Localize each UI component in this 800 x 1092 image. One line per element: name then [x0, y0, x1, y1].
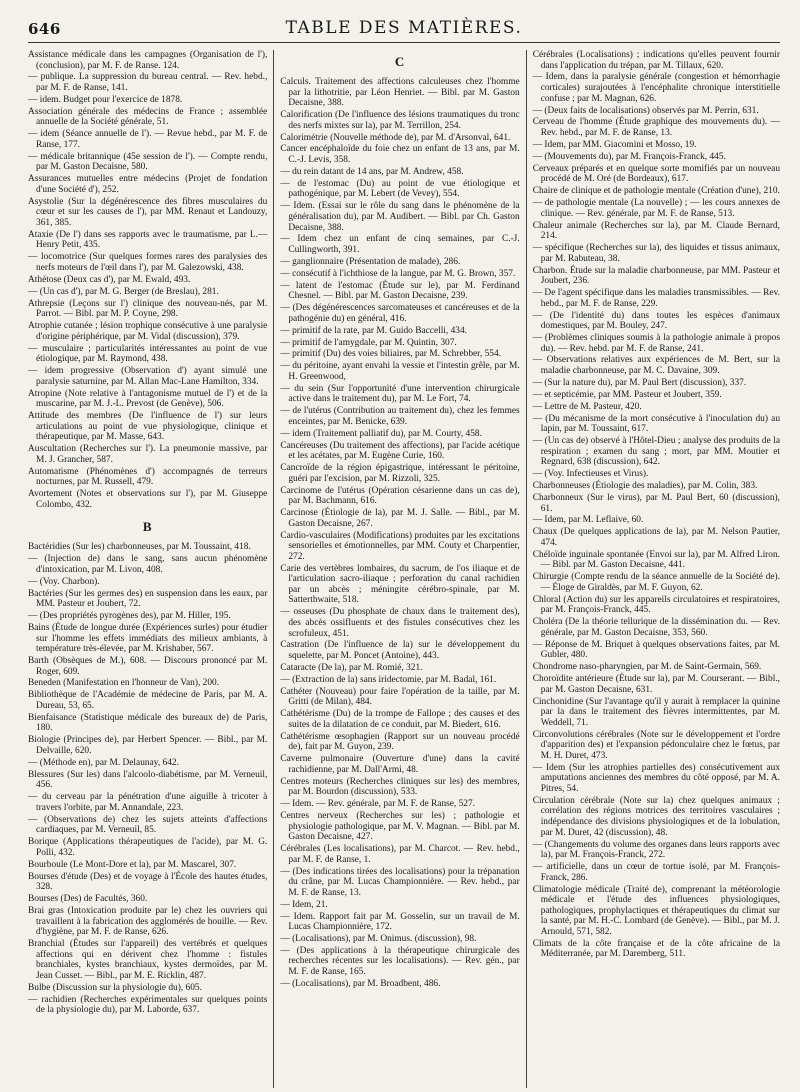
- index-entry: Ataxie (De l') dans ses rapports avec le traumatisme, par L.—Henry Petit, 435.: [28, 229, 268, 251]
- index-entry: — Idem, dans la paralysie générale (congestion et hémorrhagie corticales) surajoutées à l'encéphalite chronique interstitielle confuse ; par M. Magnan, 626.: [532, 72, 781, 104]
- index-entry: — (Des indications tirées des localisations) pour la trépanation du crâne, par M. Lucas Championnière. — Rev. hebd., par M. F. de Ranse, 13.: [280, 866, 520, 898]
- index-entry: — rachidien (Recherches expérimentales sur quelques points de la physiologie du), par M. Laborde, 637.: [28, 994, 268, 1016]
- index-entry: — Idem. — Rev. générale, par M. F. de Ranse, 527.: [280, 799, 476, 810]
- index-entry: Bourses (Des) de Facultés, 360.: [28, 894, 148, 905]
- index-entry: Chondrome naso-pharyngien, par M. de Saint-Germain, 569.: [532, 662, 762, 673]
- index-entry: — Idem. Rapport fait par M. Gosselin, sur un travail de M. Lucas Championnière, 172.: [280, 911, 520, 933]
- index-entry: Cérébrales (Localisations) ; indications qu'elles peuvent fournir dans l'application du trépan, par M. Tillaux, 620.: [532, 50, 781, 71]
- index-entry: — idem (Traitement palliatif du), par M. Courty, 458.: [280, 428, 482, 439]
- index-entry: Atropine (Note relative à l'antagonisme mutuel de l') et de la muscarine, par M. J.-L. Prevost (de Genève), 506.: [28, 388, 268, 410]
- index-entry: — (Des applications à la thérapeutique chirurgicale des recherches récentes sur les localisations). — Rev. gén., par M. F. de Ranse, 165.: [280, 945, 520, 978]
- index-entry: — spécifique (Recherches sur la), des liquides et tissus animaux, par M. Rabuteau, 38.: [532, 243, 781, 264]
- page-number: 646: [28, 20, 61, 38]
- index-entry: Carcinose (Étiologie de la), par M. J. Salle. — Bibl., par M. Gaston Decaisne, 267.: [280, 508, 520, 529]
- index-entry: — (Un cas d'), par M. G. Berger (de Breslau), 281.: [28, 286, 219, 297]
- index-entry: Association générale des médecins de France ; assemblée annuelle de la Société générale, 51.: [28, 106, 268, 128]
- index-entry: Chaire de clinique et de pathologie mentale (Création d'une), 210.: [532, 186, 780, 197]
- index-entry: — du rein datant de 14 ans, par M. Andrew, 458.: [280, 166, 464, 177]
- index-entry: — (Voy. Infectieuses et Virus).: [532, 469, 649, 480]
- index-entry: Carcinome de l'utérus (Opération césarienne dans un cas de), par M. Bachmann, 616.: [280, 485, 520, 507]
- index-entry: — (De l'identité du) dans toutes les espèces d'animaux domestiques, par M. Bouley, 247.: [532, 310, 781, 332]
- index-entry: — (Injection de) dans le sang, sans aucun phénomène d'intoxication, par M. Livon, 408.: [28, 554, 268, 575]
- index-entry: — (Mouvements du), par M. François-Franck, 445.: [532, 151, 726, 162]
- index-entry: Cancéreuses (Du traitement des affections), par l'acide acétique et les acétates, par M. Eugène Curie, 160.: [280, 440, 520, 462]
- index-entry: Calorification (De l'influence des lésions traumatiques du tronc des nerfs mixtes sur la), par M. Terrillon, 254.: [280, 110, 520, 131]
- index-entry: — De l'agent spécifique dans les maladies transmissibles. — Rev. hebd., par M. F. de Ranse, 229.: [532, 288, 781, 309]
- index-entry: — idem progressive (Observation d') ayant simulé une paralysie saturnine, par M. Allan Mac-Lane Hamilton, 334.: [28, 366, 268, 387]
- index-entry: — (Observations de) chez les sujets atteints d'affections cardiaques, par M. Verneuil, 85.: [28, 814, 268, 836]
- index-column-3: [527, 50, 780, 1088]
- index-entry: — primitif de l'amygdale, par M. Quintin, 307.: [280, 337, 457, 348]
- index-entry: — osseuses (Du phosphate de chaux dans le traitement des), des abcès ossifluents et des fistules consécutives chez les scrofuleux, 451.: [280, 607, 520, 639]
- index-entry: Bienfaisance (Statistique médicale des bureaux de) de Paris, 180.: [28, 712, 268, 734]
- index-entry: Charbonneuses (Étiologie des maladies), par M. Colin, 383.: [532, 481, 758, 492]
- index-entry: — du cerveau par la pénétration d'une aiguille à tricoter à travers l'orbite, par M. Annandale, 223.: [28, 792, 268, 813]
- index-entry: — latent de l'estomac (Étude sur le), par M. Ferdinand Chesnel. — Bibl. par M. Gaston Decaisne, 239.: [280, 280, 520, 302]
- index-entry: Assurances mutuelles entre médecins (Projet de fondation d'une Société d'), 252.: [28, 174, 268, 195]
- index-entry: — et septicémie, par MM. Pasteur et Joubert, 359.: [532, 389, 722, 400]
- index-entry: — (Localisations), par M. Onimus. (discussion), 98.: [280, 934, 477, 944]
- index-entry: Athrepsie (Leçons sur l') clinique des nouveau-nés, par M. Parrot. — Bibl. par M. P. Coyne, 298.: [28, 298, 268, 320]
- index-entry: — locomotrice (Sur quelques formes rares des paralysies des nerfs moteurs de l'œil dans l'), par M. Galezowski, 438.: [28, 252, 268, 273]
- index-entry: Choroïdite antérieure (Étude sur la), par M. Courserant. — Bibl., par M. Gaston Decaisne, 631.: [532, 674, 781, 695]
- index-entry: Cinchonidine (Sur l'avantage qu'il y aurait à remplacer la quinine par la dans le traitement des fièvres intermittentes, par M. Weddell, 71.: [532, 696, 781, 728]
- index-entry: — (Localisations), par M. Broadbent, 486.: [280, 978, 441, 989]
- index-entry: — publique. La suppression du bureau central. — Rev. hebd., par M. F. de Ranse, 141.: [28, 72, 268, 94]
- index-entry: Branchial (Études sur l'appareil) des vertébrés et quelques affections qui en dérivent chez l'homme : fistules branchiales, kystes branchiaux, kystes dermoïdes, par M. Jean Cusset. — Bibl., par M. E. Ricklin, 487.: [28, 939, 268, 981]
- page-title: TABLE DES MATIÈRES.: [285, 18, 523, 38]
- index-entry: — (Des propriétés pyrogènes des), par M. Hiller, 195.: [28, 611, 231, 622]
- index-columns: [28, 50, 780, 1088]
- index-entry: Circulation cérébrale (Note sur la) chez quelques animaux ; corrélation des régions motrices des territoires vasculaires ; indépendance des divisions physiologiques et de la lobulation, par M. Duret, 42 (discussion), 48.: [532, 795, 781, 838]
- index-entry: Atrophie cutanée ; lésion trophique consécutive à une paralysie d'origine périphérique, par M. Vidal (discussion), 379.: [28, 321, 268, 342]
- section-heading: C: [394, 54, 406, 69]
- index-entry: Calorimétrie (Nouvelle méthode de), par M. d'Arsonval, 641.: [280, 132, 511, 143]
- index-entry: Bibliothèque de l'Académie de médecine de Paris, par M. A. Dureau, 53, 65.: [28, 690, 268, 711]
- index-entry: Chéloïde inguinale spontanée (Envoi sur la), par M. Alfred Liron. — Bibl. par M. Gaston Decaisne, 441.: [532, 549, 781, 571]
- index-entry: Brai gras (Intoxication produite par le) chez les ouvriers qui travaillent à la fabrication des agglomérés de houille. — Rev. d'hygiène, par M. F. de Ranse, 626.: [28, 905, 268, 938]
- index-entry: Charbon. Étude sur la maladie charbonneuse, par MM. Pasteur et Joubert, 236.: [532, 265, 781, 287]
- index-entry: Bourboule (Le Mont-Dore et la), par M. Mascarel, 307.: [28, 859, 237, 870]
- index-entry: Calculs. Traitement des affections calculeuses chez l'homme par la lithotritie, par Léon Henriet. — Bibl. par M. Gaston Decaisne, 388.: [280, 77, 520, 109]
- index-entry: — (Méthode en), par M. Delaunay, 642.: [28, 757, 179, 768]
- page-header: [28, 14, 780, 40]
- index-entry: — du sein (Sur l'opportunité d'une intervention chirurgicale active dans le traitement du), par M. Le Fort, 74.: [280, 383, 520, 405]
- index-entry: — Réponse de M. Briquet à quelques observations faites, par M. Gubler, 480.: [532, 639, 781, 661]
- index-entry: — (Des dégénérescences sarcomateuses et cancéreuses et de la pathogénie du) en général, 416.: [280, 303, 520, 324]
- index-entry: — consécutif à l'ichthiose de la langue, par M. G. Brown, 357.: [280, 268, 516, 279]
- index-entry: — Idem, par M. Leflaive, 60.: [532, 515, 644, 526]
- index-entry: — du péritoine, ayant envahi la vessie et l'intestin grêle, par M. H. Greenwood,: [280, 361, 520, 382]
- index-entry: — (Extraction de la) sans iridectomie, par M. Badal, 161.: [280, 674, 497, 685]
- index-entry: Bourses d'étude (Des) et de voyage à l'École des hautes études, 328.: [28, 871, 268, 893]
- index-entry: — (Du mécanisme de la mort consécutive à l'inoculation du) au lapin, par M. Toussaint, 617.: [532, 413, 781, 435]
- index-entry: Barth (Obsèques de M.), 608. — Discours prononcé par M. Roger, 609.: [28, 656, 268, 677]
- index-entry: — Idem (Sur les atrophies partielles des) consécutivement aux amputations anciennes des membres du côté opposé, par M. A. Pitres, 54.: [532, 762, 781, 794]
- index-entry: Centres moteurs (Recherches cliniques sur les) des membres, par M. Bourdon (discussion), 533.: [280, 776, 520, 798]
- index-entry: Chaleur animale (Recherches sur la), par M. Claude Bernard, 214.: [532, 220, 781, 242]
- index-entry: — (Sur la nature du), par M. Paul Bert (discussion), 337.: [532, 377, 747, 388]
- index-entry: — primitif de la rate, par M. Guido Baccelli, 434.: [280, 325, 468, 336]
- index-entry: — Idem chez un enfant de cinq semaines, par C.-J. Cullingworth, 391.: [280, 234, 520, 255]
- index-entry: Bactéridies (Sur les) charbonneuses, par M. Toussaint, 418.: [28, 542, 251, 553]
- index-entry: — ganglionnaire (Présentation de malade), 286.: [280, 256, 461, 267]
- index-entry: Avortement (Notes et observations sur l'), par M. Giuseppe Colombo, 432.: [28, 489, 268, 510]
- index-entry: — (Voy. Charbon).: [28, 576, 100, 587]
- index-entry: Bactéries (Sur les germes des) en suspension dans les eaux, par MM. Pasteur et Joubert, 72.: [28, 588, 268, 610]
- index-entry: — Idem, 21.: [280, 899, 328, 910]
- index-entry: — Idem. (Essai sur le rôle du sang dans le phénomène de la généralisation du), par M. Audibert. — Bibl. par Ch. Gaston Decaisne, 388.: [280, 201, 520, 233]
- index-entry: Climats de la côte française et de la côte africaine de la Méditerranée, par M. Daremberg, 511.: [532, 938, 781, 960]
- section-heading: B: [142, 519, 153, 535]
- index-entry: Chirurgie (Compte rendu de la séance annuelle de la Société de). — Éloge de Giraldès, par M. F. Guyon, 62.: [532, 572, 781, 593]
- index-entry: Biologie (Principes de), par Herbert Spencer. — Bibl., par M. Delvaille, 620.: [28, 735, 268, 756]
- index-entry: Attitude des membres (De l'influence de l') sur leurs articulations au point de vue physiologique, clinique et thérapeutique, par M. Masse, 643.: [28, 411, 268, 443]
- index-entry: — idem (Séance annuelle de l'). — Revue hebd., par M. F. de Ranse, 177.: [28, 129, 268, 150]
- index-entry: Centres nerveux (Recherches sur les) ; pathologie et physiologie pathologique, par M. V. Magnan. — Bibl. par M. Gaston Decaisne, 427.: [280, 810, 520, 843]
- index-entry: — (Changements du volume des organes dans leurs rapports avec la), par M. François-Franck, 272.: [532, 839, 781, 861]
- index-entry: — de l'estomac (Du) au point de vue étiologique et pathogénique, par M. Lebert (de Vevey), 554.: [280, 178, 520, 200]
- index-entry: Asystolie (Sur la dégénérescence des fibres musculaires du cœur et sur les causes de l'), par MM. Renaut et Landouzy, 361, 385.: [28, 196, 268, 228]
- index-entry: Choléra (De la théorie tellurique de la dissémination du. — Rev. générale, par M. Gaston Decaisne, 353, 560.: [532, 617, 781, 638]
- index-entry: — primitif (Du) des voies biliaires, par M. Schrebber, 554.: [280, 349, 502, 360]
- index-entry: Borique (Applications thérapeutiques de l'acide), par M. G. Polli, 432.: [28, 837, 268, 858]
- index-entry: — de pathologie mentale (La nouvelle) ; — les cours annexes de clinique. — Rev. générale, par M. F. de Ranse, 513.: [532, 198, 781, 219]
- index-entry: — (Un cas de) observé à l'Hôtel-Dieu ; analyse des produits de la respiration ; examen du sang ; mort, par MM. Moutier et Regnard, 638 (discussion), 642.: [532, 436, 781, 468]
- index-entry: — musculaire ; particularités intéressantes au point de vue étiologique, par M. Raymond, 438.: [28, 343, 268, 365]
- index-entry: Assistance médicale dans les campagnes (Organisation de l'), (conclusion), par M. F. de Ranse. 124.: [28, 50, 268, 71]
- index-entry: — (Deux faits de localisations) observés par M. Perrin, 631.: [532, 105, 759, 116]
- index-entry: — (Problèmes cliniques soumis à la pathologie animale à propos du). — Rev. hebd. par M. F. de Ranse, 241.: [532, 333, 781, 354]
- index-entry: Cathétérisme œsophagien (Rapport sur un nouveau procédé de), fait par M. Guyon, 239.: [280, 731, 520, 753]
- index-entry: Charbonneux (Sur le virus), par M. Paul Bert, 60 (discussion), 61.: [532, 492, 781, 514]
- index-entry: Cérébrales (Les localisations), par M. Charcot. — Rev. hebd., par M. F. de Ranse, 1.: [280, 844, 520, 865]
- index-entry: — de l'utérus (Contribution au traitement du), chez les femmes enceintes, par M. Benicke, 639.: [280, 406, 520, 427]
- index-entry: Blessures (Sur les) dans l'alcoolo-diabétisme, par M. Verneuil, 456.: [28, 769, 268, 791]
- index-entry: Bains (Étude de longue durée (Expériences surles) pour étudier sur l'homme les effets immédiats des milieux ambiants, à température très-élevée, par M. Krishaber, 567.: [28, 622, 268, 655]
- index-entry: Athétose (Deux cas d'), par M. Ewald, 493.: [28, 274, 191, 285]
- index-entry: Cardio-vasculaires (Modifications) produites par les excitations sensorielles et émotionnelles, par MM. Couty et Charpentier, 272.: [280, 530, 520, 562]
- index-entry: Circonvolutions cérébrales (Note sur le développement et l'ordre d'apparition des) et l'expansion pédonculaire chez le fœtus, par M. H. Duret, 473.: [532, 729, 781, 761]
- index-entry: Caverne pulmonaire (Ouverture d'une) dans la cavité rachidienne, par M. Dall'Armi, 48.: [280, 754, 520, 775]
- index-entry: Carie des vertèbres lombaires, du sacrum, de l'os iliaque et de l'articulation sacro-iliaque ; perforation du canal rachidien par un abcès ; méningite cérébro-spinale, par M. Satterthwaite, 518.: [280, 563, 520, 606]
- index-entry: Cerveaux préparés et en quelque sorte momifiés par un nouveau procédé de M. Oré (de Bordeaux), 617.: [532, 163, 781, 185]
- index-entry: Beneden (Manifestation en l'honneur de Van), 200.: [28, 678, 220, 689]
- index-entry: Cathéter (Nouveau) pour faire l'opération de la taille, par M. Gritti (de Milan), 484.: [280, 686, 520, 708]
- index-entry: — artificielle, dans un cœur de tortue isolé, par M. François-Franck, 286.: [532, 862, 781, 883]
- index-entry: Climatologie médicale (Traité de), comprenant la météorologie médicale et l'étude des influences physiologiques, pathologiques, prophylactiques et thérapeutiques du climat sur la santé, par M. H.-C. Lombard (de Genève). — Bibl., par M. J. Arnould, 571, 582.: [532, 884, 781, 937]
- index-entry: Automatisme (Phénomènes d') accompagnés de terreurs nocturnes, par M. Russell, 479.: [28, 466, 268, 488]
- index-column-1: [28, 50, 273, 1088]
- index-entry: Bulbe (Discussion sur la physiologie du), 605.: [28, 982, 202, 993]
- index-entry: — idem. Budget pour l'exercice de 1878.: [28, 94, 183, 105]
- index-entry: Cathétérisme (Du) de la trompe de Fallope ; des causes et des suites de la dilatation de ce conduit, par M. Biedert, 616.: [280, 709, 520, 730]
- index-column-2: [274, 50, 525, 1088]
- index-entry: Chloral (Action du) sur les appareils circulatoires et respiratoires, par M. François-Franck, 445.: [532, 594, 781, 616]
- index-entry: — Lettre de M. Pasteur, 420.: [532, 401, 642, 412]
- index-entry: — médicale britannique (45e session de l'). — Compte rendu, par M. Gaston Decaisne, 580.: [28, 151, 268, 173]
- index-entry: Cerveau de l'homme (Étude graphique des mouvements du). — Rev. hebd., par M. F. de Ranse, 13.: [532, 117, 781, 139]
- index-entry: — Observations relatives aux expériences de M. Bert, sur la maladie charbonneuse, par M. C. Davaine, 309.: [532, 355, 781, 377]
- index-entry: Auscultation (Recherches sur l'). La pneumonie massive, par M. J. Grancher, 587.: [28, 444, 268, 465]
- index-entry: Chaux (De quelques applications de la), par M. Nelson Pautier, 474.: [532, 527, 781, 548]
- index-entry: Cancer encéphaloïde du foie chez un enfant de 13 ans, par M. C.-J. Levis, 358.: [280, 144, 520, 166]
- header-rule: [28, 42, 780, 43]
- index-entry: — Idem, par MM. Giacomini et Mosso, 19.: [532, 139, 697, 150]
- index-entry: Cataracte (De la), par M. Romié, 321.: [280, 662, 423, 673]
- index-entry: Cancroïde de la région épigastrique, intéressant le péritoine, guéri par l'excision, par M. Rizzoli, 325.: [280, 463, 520, 484]
- index-entry: Castration (De l'influence de la) sur le développement du squelette, par M. Poncet (Antoine), 443.: [280, 640, 520, 661]
